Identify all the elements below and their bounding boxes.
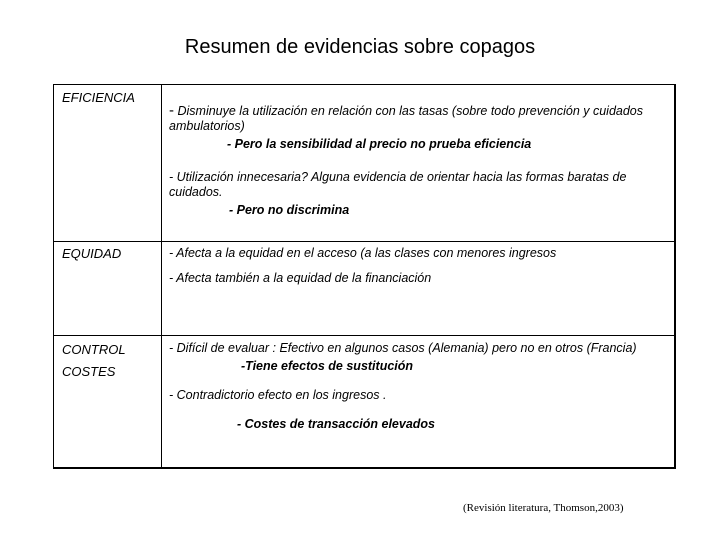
source-credit: (Revisión literatura, Thomson,2003) xyxy=(463,502,624,514)
label-line: COSTES xyxy=(62,364,116,379)
row-divider xyxy=(54,241,674,242)
point-text: Disminuye la utilización en relación con las tasas (sobre todo prevención y cuidados ambulatorios) xyxy=(169,104,644,133)
bullet: - xyxy=(169,102,174,119)
point-text: - Afecta también a la equidad de la financiación xyxy=(169,271,432,285)
row-label-eficiencia: EFICIENCIA xyxy=(62,90,135,105)
point-text: - Contradictorio efecto en los ingresos . xyxy=(169,388,387,402)
label-line: CONTROL xyxy=(62,342,126,357)
row-divider xyxy=(54,335,674,336)
point-text: - Utilización innecesaria? Alguna evidencia de orientar hacia las formas baratas de cuidados. xyxy=(169,170,627,199)
point-sub: - Costes de transacción elevados xyxy=(237,417,435,431)
point xyxy=(169,103,669,134)
point-text: - Difícil de evaluar : Efectivo en algunos casos (Alemania) pero no en otros (Francia) xyxy=(169,341,637,355)
row-content-eficiencia xyxy=(169,103,669,218)
page-title: Resumen de evidencias sobre copagos xyxy=(184,36,536,58)
point-sub: - Pero no discrimina xyxy=(229,203,350,217)
point-sub: - Pero la sensibilidad al precio no prueba eficiencia xyxy=(227,137,532,151)
point-text: - Afecta a la equidad en el acceso (a las clases con menores ingresos xyxy=(169,246,557,260)
row-content-control-costes xyxy=(169,341,669,432)
evidence-table xyxy=(53,84,676,469)
column-divider xyxy=(161,85,162,467)
row-content-equidad xyxy=(169,246,669,286)
row-label-equidad: EQUIDAD xyxy=(62,246,122,261)
point-sub: -Tiene efectos de sustitución xyxy=(241,359,414,373)
row-label-control-costes xyxy=(62,339,126,383)
